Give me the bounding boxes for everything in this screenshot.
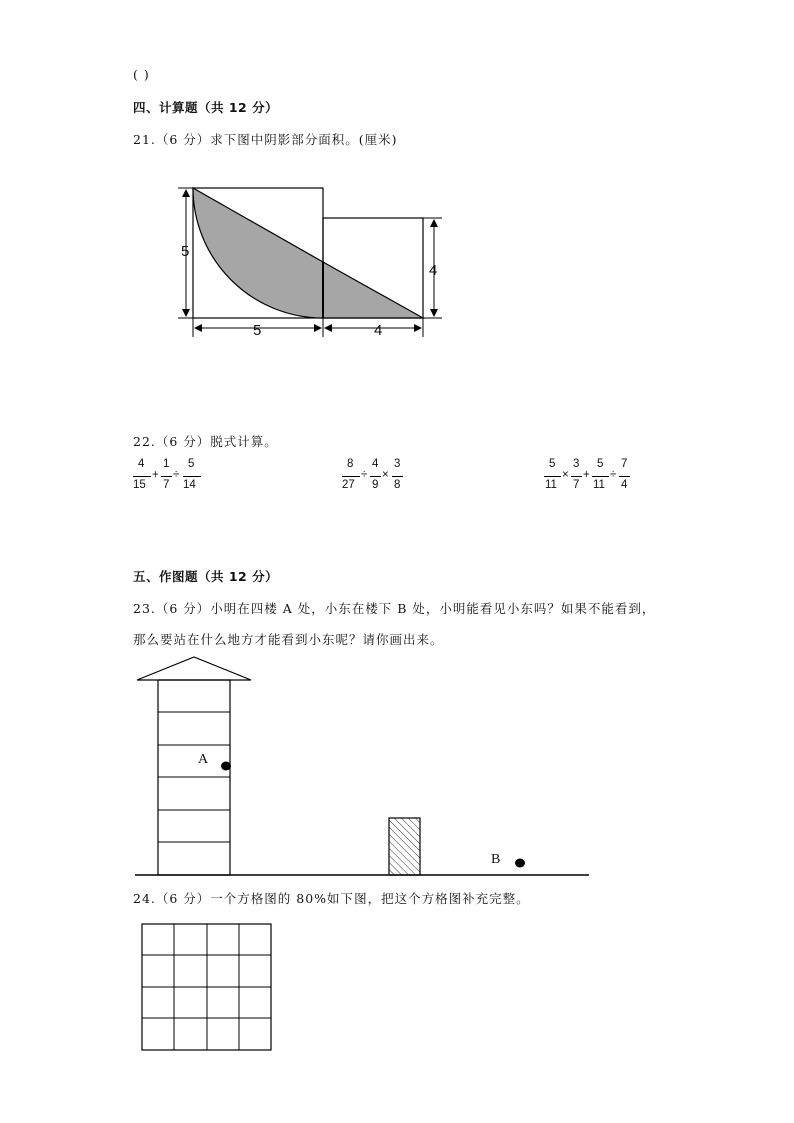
question-21-text: 21.（6 分）求下图中阴影部分面积。(厘米) [133,132,398,147]
operator: × [562,469,569,481]
frac-num: 5 [188,458,195,470]
operator: + [152,469,159,481]
frac-den: 7 [573,479,580,491]
operator: + [583,469,590,481]
label-right-side: 4 [429,262,438,279]
question-23-line2: 那么要站在什么地方才能看到小东呢？请你画出来。 [133,632,444,647]
section-title-drawing: 五、作图题（共 12 分） [133,569,279,584]
frac-num: 4 [372,458,379,470]
frac-den: 7 [163,479,170,491]
point-b-label: B [491,852,502,867]
frac-den: 27 [342,479,355,491]
shaded-region-left [193,188,323,318]
frac-num: 1 [163,458,170,470]
frac-num: 3 [394,458,401,470]
frac-num: 4 [138,458,145,470]
question-24-text: 24.（6 分）一个方格图的 80%如下图，把这个方格图补充完整。 [133,891,530,906]
building-roof [137,657,251,680]
section-title-calculation: 四、计算题（共 12 分） [133,100,279,115]
operator: ÷ [173,469,180,481]
frac-den: 8 [394,479,401,491]
operator: × [382,469,389,481]
frac-num: 5 [597,458,604,470]
label-bottom-right: 4 [374,322,383,339]
point-a-dot [221,762,231,771]
frac-den: 11 [545,479,557,491]
frac-num: 5 [549,458,556,470]
label-left-side: 5 [181,243,190,260]
expression-1 [133,458,223,498]
frac-den: 4 [621,479,628,491]
label-bottom-left: 5 [253,322,262,339]
frac-den: 15 [133,479,146,491]
frac-num: 8 [347,458,354,470]
expression-3 [544,458,644,498]
operator: ÷ [610,469,617,481]
shaded-region-right [323,262,423,318]
frac-den: 14 [183,479,196,491]
obstacle-wall [389,818,420,875]
building [158,680,230,875]
question-22-text: 22.（6 分）脱式计算。 [133,434,278,449]
big-square [193,188,323,318]
frac-num: 7 [621,458,628,470]
frac-num: 3 [573,458,580,470]
point-a-label: A [198,752,210,767]
small-square [323,218,423,318]
frac-den: 9 [372,479,379,491]
question-23-line1: 23.（6 分）小明在四楼 A 处，小东在楼下 B 处，小明能看见小东吗？如果不能看到， [133,601,656,616]
answer-blank: ( ) [133,67,150,82]
operator: ÷ [361,469,368,481]
point-b-dot [515,859,525,868]
expression-2 [342,458,432,498]
frac-den: 11 [593,479,605,491]
